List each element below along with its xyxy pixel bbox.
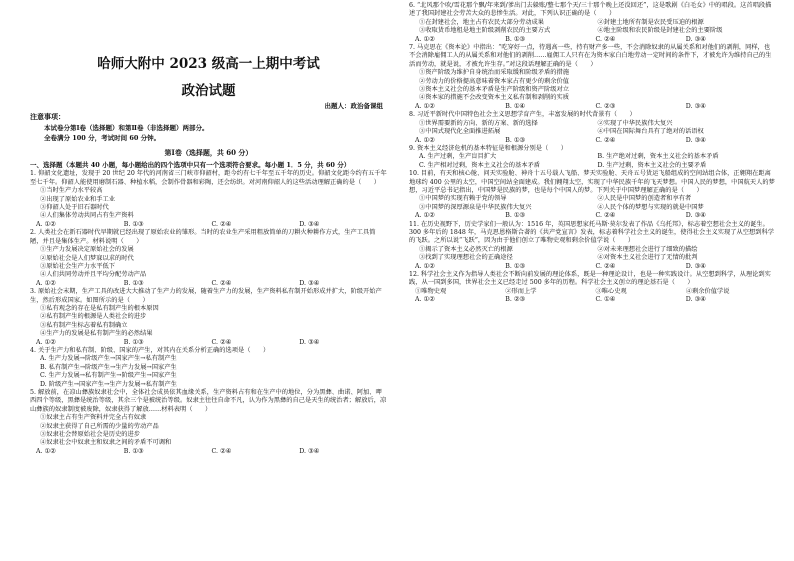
question-item [30, 229, 387, 288]
question-item [30, 288, 387, 347]
answer-choice: A. ①② [36, 447, 56, 455]
answer-choice: D. ③④ [685, 262, 706, 270]
question-item [30, 389, 387, 456]
answer-choices [415, 212, 776, 220]
option-item: ④奴隶社会中奴隶主和奴隶之间的矛盾不可调和 [40, 439, 172, 447]
answer-choice: D. ③④ [685, 102, 706, 110]
option-list [40, 187, 387, 221]
option-item: ②实现了中华民族伟大复兴 [597, 119, 673, 127]
answer-choice: A. ①② [36, 279, 56, 287]
option-item: ①中国梦的实现有赖于党的领导 [419, 195, 507, 203]
option-item: ④人们共同劳动并且平均分配劳动产品 [40, 271, 147, 279]
option-item: ③唯心史观 [595, 287, 627, 295]
answer-choice: D. ③④ [299, 220, 320, 228]
answer-choices [36, 339, 387, 347]
question-item [30, 347, 387, 389]
option-item: D. 阶级产生→国家产生→生产力发展→私有制产生 [40, 380, 177, 388]
answer-choice: A. ①② [415, 212, 435, 220]
answer-choices [415, 36, 776, 44]
option-grid [419, 195, 776, 212]
option-grid [419, 246, 776, 263]
option-grid [419, 120, 776, 137]
note-line-2: 全卷满分 100 分，考试时间 60 分钟。 [44, 134, 161, 143]
answer-choice: D. ③④ [685, 296, 706, 304]
exam-title: 哈师大附中 2023 级高一上期中考试 [97, 56, 320, 72]
option-list [419, 69, 776, 103]
question-item [409, 2, 776, 44]
option-item: ④人民个体的梦想与实现的就是中国梦 [597, 203, 704, 211]
option-item: ①世界需要新的方向、新的方案、新的选择 [419, 119, 538, 127]
option-row [415, 288, 776, 296]
option-item: ④生产力的发展是私有制产生的必然结果 [40, 330, 153, 338]
answer-choice: D. ③④ [685, 212, 706, 220]
question-stem: 5. 解放前，在凉山彝族奴隶社会中，全体社会成员依其血缘关系，生产资料占有和在生产中的地位，分为黑彝、曲诺、阿加、呷西四个等级，黑彝是统治等级，其余三个是被统治等级。奴隶主往往自命不凡，认为作为黑彝的自己是天生的统治者；解放后，凉山彝族的奴隶制度被废除，奴隶获得了解放……材料表明（ ） [30, 389, 387, 413]
question-stem: 8. 习近平新时代中国特色社会主义思想学育产生，丰富发展的时代背景有（ ） [409, 111, 636, 119]
option-item: ①唯物史观 [415, 287, 447, 295]
option-item: ③资本主义社会的基本矛盾是生产阶级和资产阶级对立 [419, 86, 569, 94]
right-question-list [409, 0, 776, 305]
answer-choice: A. ①② [415, 136, 435, 144]
answer-choices [36, 280, 387, 288]
answer-choice: D. ③④ [299, 279, 320, 287]
option-list [40, 355, 387, 389]
answer-choice: D. ③④ [685, 35, 706, 43]
question-item [409, 170, 776, 220]
question-stem: 9. 资本主义经济危机的基本特征是和根源分别是（ ） [409, 144, 567, 152]
option-item: ④剩余价值学说 [685, 287, 730, 295]
answer-choice: B. ①③ [505, 136, 526, 144]
answer-choice: C. ②④ [595, 35, 616, 43]
option-grid [419, 153, 776, 170]
question-stem: 3. 原始社会末期，生产工具的改进大大推动了生产力的发展，随着生产力的发展，生产资料私有制开始形成并扩大，阶级开始产生，然后形成国家。如图所示的是（ ） [30, 288, 382, 304]
option-item: ①当时生产力水平较高 [40, 187, 103, 195]
answer-choice: A. ①② [415, 35, 435, 43]
question-stem: 6. “北风那个吹/雪花那个飘/年来到/爹出门去躲账/整七那个天/三十那个晚上还没回还”，这是歌剧《白毛女》中的唱段。这首唱段描述了我国封建社会劳苦大众的悲惨生活。对此，下列认识正确的是（ ） [409, 2, 772, 18]
answer-choice: D. ③④ [299, 447, 320, 455]
question-item [30, 170, 387, 229]
answer-choice: C. ②③ [595, 102, 616, 110]
question-stem: 12. 科学社会主义作为指导人类社会不断向前发展的理论体系，既是一种理论设计，也是一种实践设计。从空想到科学，从理论到实践，从一国到多国，世界社会主义已经走过 500 多年的历程。科学社会主义创立的理论基石是（ ） [409, 271, 771, 287]
option-item: ④资本家的措施不会改变资本主义私有制和剥削的实质 [419, 94, 569, 102]
right-column [397, 0, 794, 561]
answer-choice: C. ②④ [211, 447, 232, 455]
answer-choice: B. ①③ [505, 35, 526, 43]
question-stem: 2. 人类社会在新石器时代早期就已经出现了原始农业的雏形。当时的农业生产采用粗放简单的刀耕火种耕作方式，生产工具简陋，并且是集体生产。材料说明（ ） [30, 229, 376, 245]
option-item: ③中国式现代化全面推进拓展 [419, 128, 501, 136]
notes-label: 注意事项： [30, 112, 65, 122]
option-item: A. 生产过剩，生产盲目扩大 [419, 153, 497, 161]
option-item: ②出现了原始农业和手工业 [40, 195, 115, 203]
option-list [40, 246, 387, 280]
section-title: 第Ⅰ卷（选择题，共 60 分） [164, 147, 253, 157]
answer-choice: C. ①④ [595, 296, 616, 304]
answer-choice: A. ①② [415, 296, 435, 304]
option-item: ①揭示了资本主义必然灭亡的根源 [419, 245, 513, 253]
option-grid [419, 19, 776, 36]
author-line: 出题人：政治备课组 [324, 102, 383, 110]
answer-choice: A. ①② [36, 338, 56, 346]
note-line-1: 本试卷分第Ⅰ卷（选择题）和第Ⅱ卷（非选择题）两部分。 [44, 123, 209, 132]
option-list [40, 414, 387, 448]
option-item: ①私有观念的存在是私有制产生的根本原因 [40, 304, 159, 312]
option-item: ④人们集体劳动共同占有生产资料 [40, 212, 134, 220]
answer-choices [415, 296, 776, 304]
answer-choices [415, 137, 776, 145]
option-list [40, 305, 387, 339]
option-item: ③仰韶人处于旧石器时代 [40, 204, 109, 212]
option-item: ②私有制产生的根源是人类社会的进步 [40, 313, 147, 321]
answer-choice: A. ①② [36, 220, 56, 228]
option-item: ③收取货币地租是地主阶级剥削农民的主要方式 [419, 27, 551, 35]
question-stem: 4. 关于生产力和私有制、阶级、国家的产生，对其内在关系分析正确的选项是（ ） [30, 346, 270, 354]
option-item: ④中国在国际舞台具有了绝对的话语权 [597, 128, 704, 136]
answer-choice: C. ②④ [595, 262, 616, 270]
left-question-list [30, 170, 387, 456]
option-item: ②人民是中国梦的创造者和享有者 [597, 195, 692, 203]
answer-choice: C. ②④ [595, 136, 616, 144]
section-instruction: 一、选择题（本题共 40 小题，每小题给出的四个选项中只有一个选项符合要求。每小题 1．5 分，共 60 分） [30, 161, 351, 170]
answer-choice: B. ①④ [505, 102, 526, 110]
option-item: ①资产阶级为维护自身统治而采取缓和阶级矛盾的措施 [419, 69, 569, 77]
option-item: A. 生产力发展→阶级产生→国家产生→私有制产生 [40, 355, 177, 363]
answer-choice: A. ①② [415, 262, 435, 270]
question-stem: 1. 仰韶文化遗址，发现于 20 世纪 20 年代的河南省三门峡市仰韶村，距今约有七千年至五千年的历史。仰韶文化距今约有五千年至七千年。仰韶人能使用磨制石器、种植水稻，会制作骨器和彩陶，还会纺织。对河南仰韶人的这些活动理解正确的是（ ） [30, 170, 387, 186]
option-item: ③中国梦的深厚源泉是中华民族伟大复兴 [419, 203, 532, 211]
question-item [409, 111, 776, 145]
question-stem: 10. 目前，有天和核心舱、问天实验舱、神舟十五号载人飞船、梦天实验舱、天舟五号货运飞船组成的空间站组合体，正翱翔在距离地球约 400 公里的太空，中国空间站全面建成。我们翱翔太空，实现了中华民族千年的飞天梦想。中国人民的梦想，中国航天人的梦想，习近平总书记指出，中国梦是民族的梦，也是每个中国人的梦。下列关于中国梦理解正确的是（ ） [409, 170, 775, 194]
answer-choice: D. ③④ [685, 136, 706, 144]
option-item: ②原始社会是人们梦寐以求的时代 [40, 254, 134, 262]
answer-choice: B. ①③ [123, 220, 144, 228]
option-item: B. 私有制产生→阶级产生→生产力发展→国家产生 [40, 363, 177, 371]
answer-choice: C. ②④ [211, 279, 232, 287]
answer-choice: B. ①③ [123, 447, 144, 455]
option-item: ②劳动力的价格提高意味着资本家占有更少的剩余价值 [419, 77, 569, 85]
question-item [409, 145, 776, 170]
answer-choice: B. ①③ [505, 262, 526, 270]
option-item: ④地主阶级和农民阶级是封建社会的主要阶级 [597, 27, 723, 35]
answer-choices [36, 448, 387, 456]
option-item: C. 生产力发展→私有制产生→阶级产生→国家产生 [40, 372, 177, 380]
option-item: ①在封建社会，地主占有农民大部分劳动成果 [419, 18, 544, 26]
question-stem: 7. 马克思在《资本论》中指出：“吃穿好一点，待遇高一些，持有财产多一些，不会消除奴隶的从属关系和对他们的剥削，同样，也不会消除雇佣工人的从属关系和对他们的剥削……雇佣工人只有在为资本家白白地劳动一定时间的条件下，才被允许为维持自己的生活而劳动，就是说，才被允许生存。”对这段话理解正确的是（ ） [409, 44, 772, 68]
answer-choice: D. ③④ [299, 338, 320, 346]
option-item: C. 生产相对过剩，资本主义社会的基本矛盾 [419, 161, 541, 169]
option-item: ③原始社会生产力水平低下 [40, 262, 115, 270]
answer-choice: B. ②③ [505, 296, 526, 304]
answer-choice: B. ①③ [505, 212, 526, 220]
option-item: ①生产力发展决定原始社会的发展 [40, 246, 134, 254]
question-item [409, 44, 776, 111]
exam-subtitle: 政治试题 [181, 83, 236, 99]
answer-choice: C. ②④ [595, 212, 616, 220]
option-item: ③找到了实现理想社会的正确途径 [419, 254, 513, 262]
option-item: ②对未来理想社会进行了细致的描绘 [597, 245, 698, 253]
option-item: D. 生产过剩，资本主义社会的主要矛盾 [597, 161, 707, 169]
option-item: B. 生产绝对过剩，资本主义社会的基本矛盾 [597, 153, 719, 161]
question-item [409, 271, 776, 305]
answer-choices [415, 263, 776, 271]
option-item: ③奴隶社会替原始社会是历史的进步 [40, 431, 140, 439]
option-item: ③私有制产生标志着私有制确立 [40, 321, 128, 329]
option-item: ④对资本主义社会进行了无情的批判 [597, 254, 698, 262]
answer-choice: A. ①② [415, 102, 435, 110]
option-item: ②奴隶主获得了自己所需的少量的劳动产品 [40, 422, 159, 430]
question-item [409, 221, 776, 271]
option-item: ②封建土地所有制是农民受压迫的根源 [597, 18, 704, 26]
answer-choice: C. ②④ [211, 220, 232, 228]
option-item: ②形而上学 [505, 287, 537, 295]
question-stem: 11. 在历史视野下，历史学家们一般认为：1516 年，英国思想家托马斯·莫尔发表了作品《乌托邦》，标志着空想社会主义的诞生。300 多年后的 1848 年，马克思恩格斯合著的《共产党宣言》发表，标志着科学社会主义的诞生，使得社会主义实现了从空想到科学的飞跃。之所以说“飞跃”，因为由于他们创立了唯物史观和剩余价值学说（ ） [409, 220, 775, 245]
answer-choice: C. ②④ [211, 338, 232, 346]
answer-choice: B. ①③ [123, 338, 144, 346]
answer-choice: B. ①③ [123, 279, 144, 287]
option-item: ①奴隶主占有生产资料并完全占有奴隶 [40, 414, 147, 422]
